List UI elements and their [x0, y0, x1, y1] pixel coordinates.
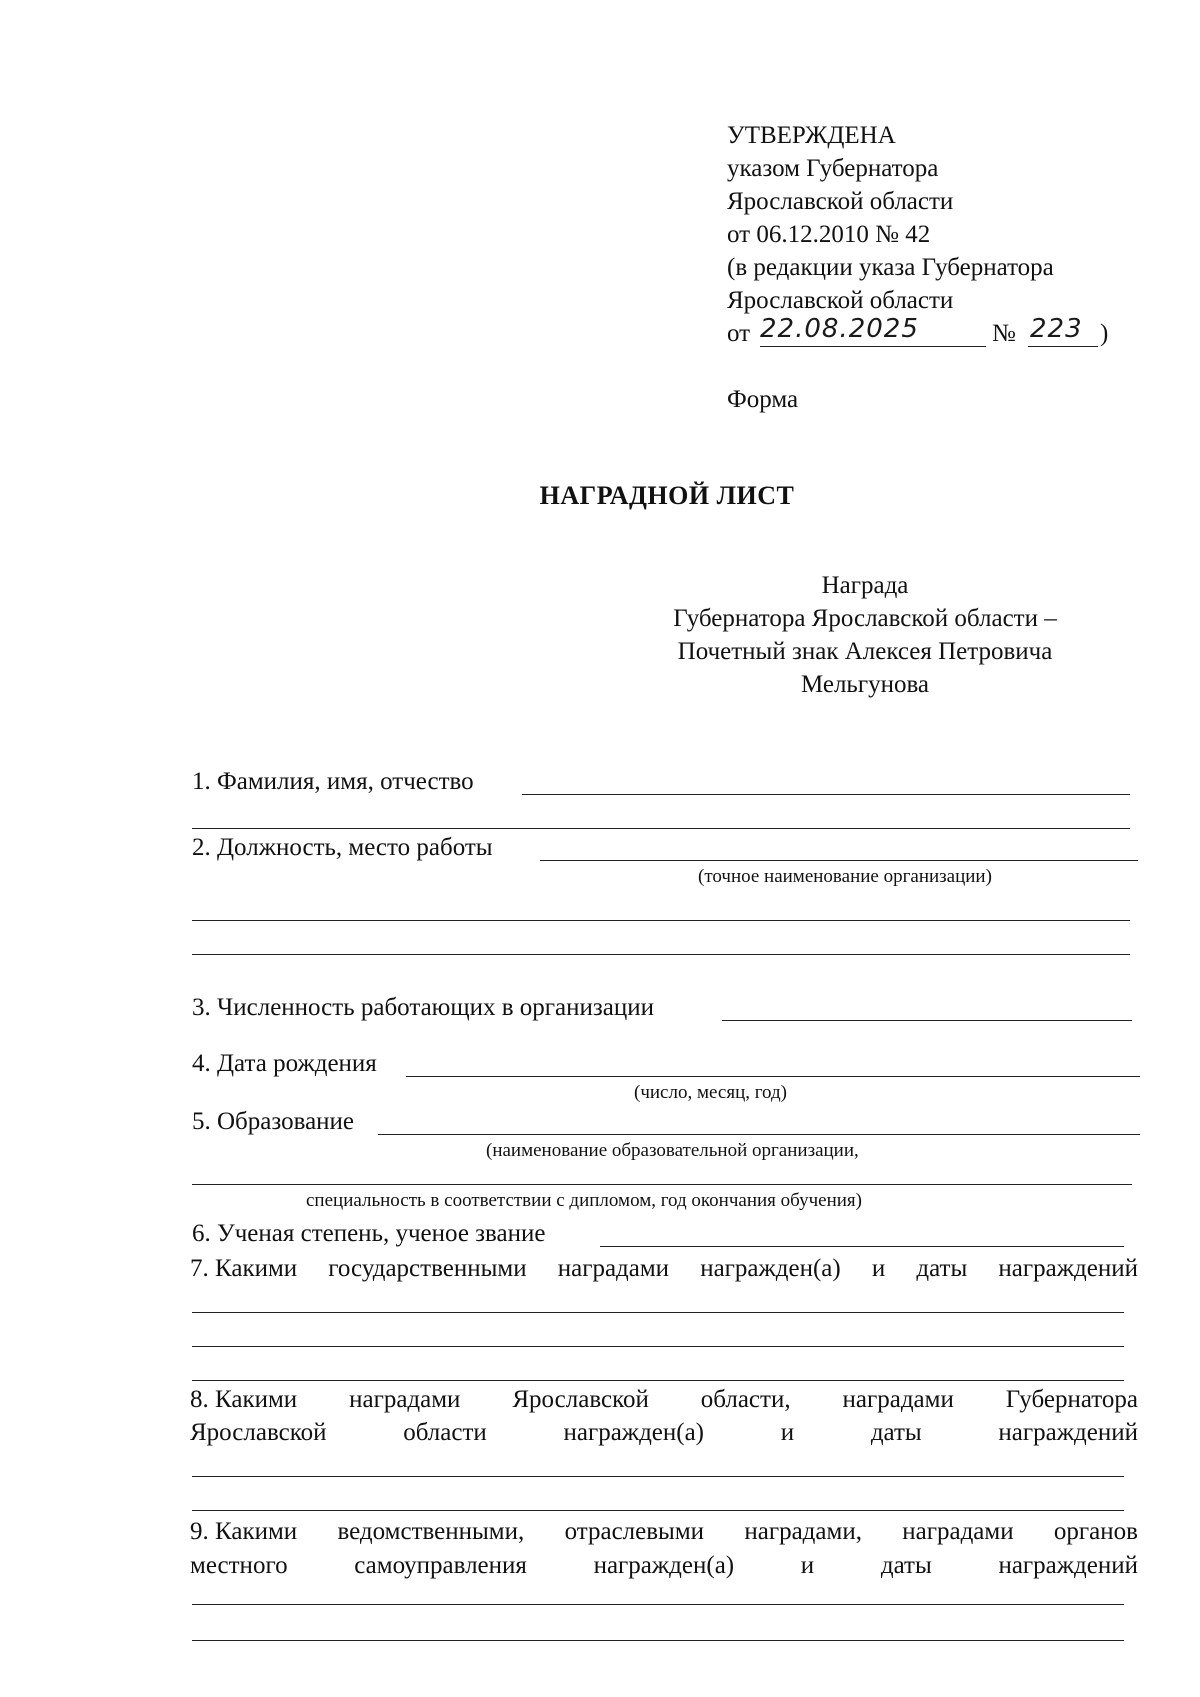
field-3-input-line[interactable] — [722, 1020, 1132, 1021]
approval-line-decree: указом Губернатора — [727, 155, 939, 182]
field-9-word: 9. Какими — [190, 1518, 298, 1545]
award-line-1: Награда — [821, 572, 909, 599]
field-1-input-line[interactable] — [522, 794, 1130, 795]
approval-line-edition: (в редакции указа Губернатора — [727, 254, 1054, 281]
field-8-word: награжден(а) — [563, 1419, 705, 1446]
field-9-label-line-1 — [190, 1516, 1138, 1548]
document-title: НАГРАДНОЙ ЛИСТ — [539, 481, 795, 510]
field-7-label — [190, 1253, 1138, 1285]
handwritten-date: 22.08.2025 — [760, 314, 919, 344]
approval-line-from-label: от — [727, 320, 751, 347]
field-8-label-line-1 — [190, 1384, 1138, 1416]
field-8-word: и — [780, 1419, 795, 1446]
field-9-word: наградами — [902, 1518, 1014, 1545]
approval-line-approved: УТВЕРЖДЕНА — [727, 122, 896, 149]
date-underline — [760, 346, 986, 347]
field-7-word: награждений — [998, 1255, 1138, 1282]
field-7-word: и — [871, 1255, 886, 1282]
field-1-input-line-2[interactable] — [192, 828, 1130, 829]
field-7-word: 7. Какими — [190, 1255, 298, 1282]
field-9-word: награжден(а) — [593, 1552, 735, 1579]
field-7-input-line-1[interactable] — [192, 1312, 1124, 1313]
field-9-label-line-2 — [190, 1550, 1138, 1582]
field-9-word: даты — [880, 1552, 932, 1579]
field-8-word: награждений — [998, 1419, 1138, 1446]
field-4-hint: (число, месяц, год) — [634, 1082, 788, 1103]
form-label: Форма — [727, 386, 799, 413]
field-2-input-line[interactable] — [540, 860, 1138, 861]
approval-line-number-label: № — [992, 320, 1016, 347]
field-1-label: 1. Фамилия, имя, отчество — [192, 768, 474, 795]
handwritten-number: 223 — [1030, 314, 1083, 344]
award-line-4: Мельгунова — [800, 671, 930, 698]
field-8-word: области, — [700, 1386, 791, 1413]
field-6-input-line[interactable] — [600, 1246, 1124, 1247]
field-3-label: 3. Численность работающих в организации — [192, 994, 654, 1021]
field-7-word: даты — [916, 1255, 968, 1282]
field-8-word: 8. Какими — [190, 1386, 298, 1413]
award-line-3: Почетный знак Алексея Петровича — [677, 638, 1053, 665]
field-8-word: Ярославской — [512, 1386, 649, 1413]
approval-line-region-2: Ярославской области — [727, 287, 954, 314]
field-7-word: государственными — [328, 1255, 527, 1282]
field-9-word: местного — [190, 1552, 288, 1579]
field-9-input-line-2[interactable] — [192, 1640, 1124, 1641]
field-4-label: 4. Дата рождения — [192, 1050, 377, 1077]
field-8-input-line-1[interactable] — [192, 1476, 1124, 1477]
field-8-word: наградами — [842, 1386, 954, 1413]
field-7-word: наградами — [557, 1255, 670, 1282]
number-underline — [1028, 346, 1098, 347]
field-7-word: награжден(а) — [700, 1255, 841, 1282]
field-9-word: отраслевыми — [564, 1518, 705, 1545]
field-5-input-line-2[interactable] — [192, 1184, 1132, 1185]
field-8-word: Губернатора — [1005, 1386, 1138, 1413]
field-9-word: ведомственными, — [337, 1518, 525, 1545]
field-8-word: наградами — [349, 1386, 461, 1413]
field-6-label: 6. Ученая степень, ученое звание — [192, 1220, 546, 1247]
field-2-input-line-2[interactable] — [192, 920, 1130, 921]
field-2-hint: (точное наименование организации) — [698, 866, 992, 887]
field-5-input-line[interactable] — [378, 1134, 1140, 1135]
field-2-input-line-3[interactable] — [192, 954, 1130, 955]
field-8-word: даты — [870, 1419, 922, 1446]
field-4-input-line[interactable] — [406, 1076, 1140, 1077]
field-5-label: 5. Образование — [192, 1108, 355, 1135]
field-9-word: и — [800, 1552, 815, 1579]
field-7-input-line-2[interactable] — [192, 1346, 1124, 1347]
field-9-word: самоуправления — [354, 1552, 527, 1579]
approval-close-paren: ) — [1100, 320, 1109, 347]
field-8-word: Ярославской — [190, 1419, 327, 1446]
award-line-2: Губернатора Ярославской области – — [673, 605, 1057, 632]
field-7-input-line-3[interactable] — [192, 1380, 1124, 1381]
field-8-word: области — [403, 1419, 487, 1446]
field-8-label-line-2 — [190, 1417, 1138, 1449]
field-8-input-line-2[interactable] — [192, 1510, 1124, 1511]
field-5-hint-2: специальность в соответствии с дипломом, год окончания обучения) — [306, 1190, 863, 1211]
field-9-word: органов — [1053, 1518, 1138, 1545]
field-9-input-line-1[interactable] — [192, 1604, 1124, 1605]
field-9-word: наградами, — [744, 1518, 862, 1545]
field-5-hint-1: (наименование образовательной организации, — [486, 1140, 859, 1161]
field-9-word: награждений — [998, 1552, 1138, 1579]
approval-line-region: Ярославской области — [727, 188, 954, 215]
field-2-label: 2. Должность, место работы — [192, 834, 493, 861]
approval-line-date-number: от 06.12.2010 № 42 — [727, 221, 931, 248]
